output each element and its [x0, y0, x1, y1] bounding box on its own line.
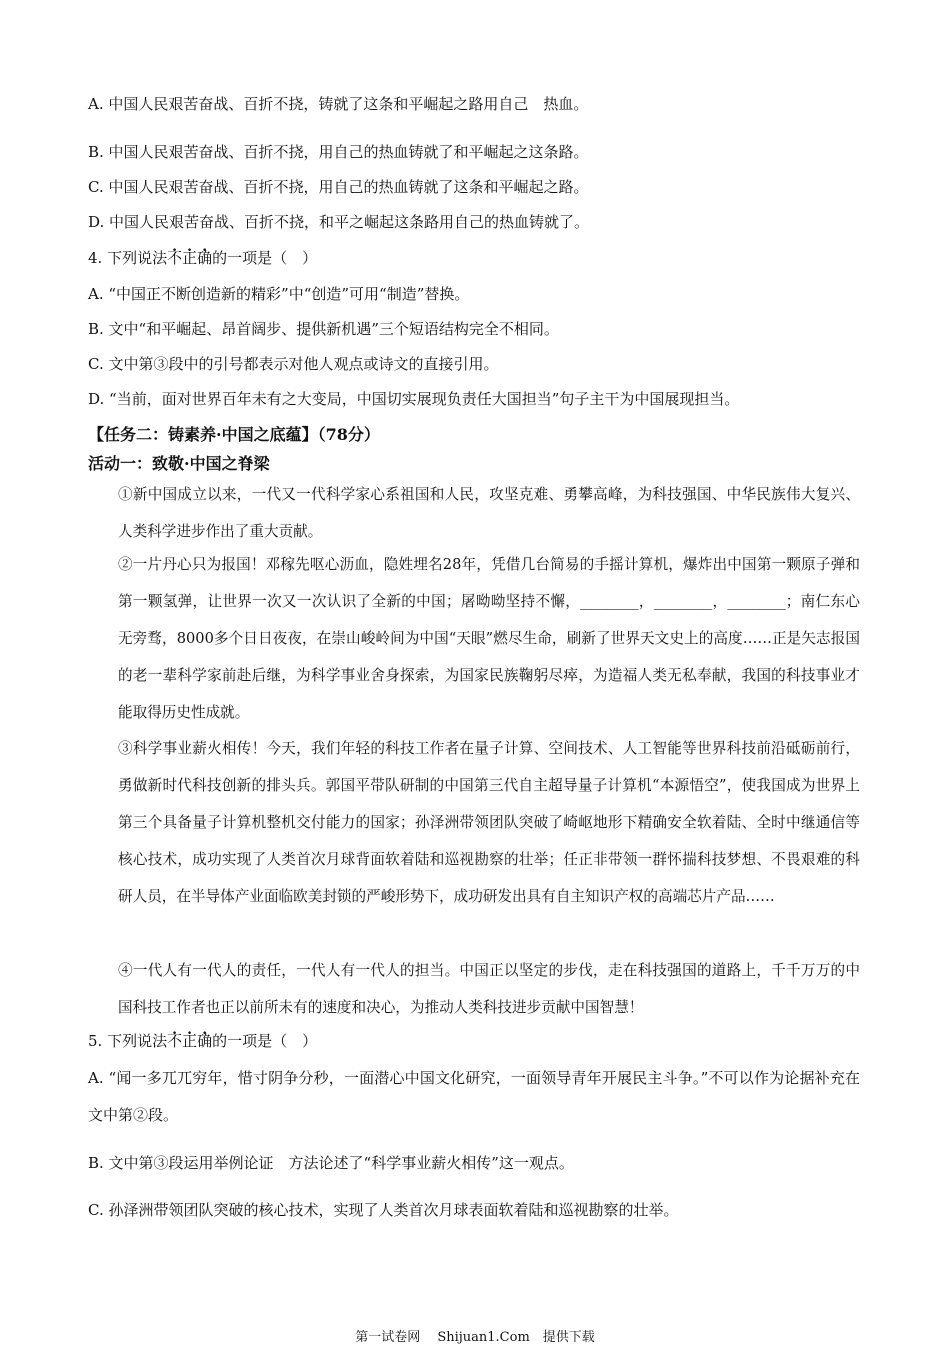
page-footer: 第一试卷网 Shijuan1.Com 提供下载 — [355, 1330, 595, 1345]
q5-stem-pre: 5. 下列说法 — [88, 1032, 168, 1050]
q5-stem-post: 的一项是（ ） — [212, 1032, 318, 1050]
q4-option-c: C. 文中第③段中的引号都表示对他人观点或诗文的直接引用。 — [88, 355, 499, 373]
q4-stem-post: 的一项是（ ） — [212, 249, 318, 267]
q5-option-c: C. 孙泽洲带领团队突破的核心技术，实现了人类首次月球表面软着陆和巡视勘察的壮举。 — [88, 1201, 679, 1219]
q3-option-d: D. 中国人民艰苦奋战、百折不挠，和平之崛起这条路用自己的热血铸就了。 — [88, 213, 590, 231]
q4-option-a: A. “中国正不断创造新的精彩”中“创造”可用“制造”替换。 — [88, 285, 470, 303]
q4-option-d: D. “当前，面对世界百年未有之大变局，中国切实展现负责任大国担当”句子主干为中国展现担当。 — [88, 390, 740, 408]
task2-heading: 【任务二：铸素养·中国之底蕴】（78分） — [88, 425, 380, 444]
emphasis-char: 正 — [182, 249, 198, 267]
q4-stem — [88, 248, 317, 268]
emphasis-char: 正 — [182, 1032, 198, 1050]
emphasis-char: 确 — [197, 249, 213, 267]
emphasis-char: 不 — [167, 249, 183, 267]
emphasis-char: 不 — [167, 1032, 183, 1050]
q3-option-c: C. 中国人民艰苦奋战、百折不挠，用自己的热血铸就了这条和平崛起之路。 — [88, 178, 589, 196]
passage-p1-text: ①新中国成立以来，一代又一代科学家心系祖国和人民，攻坚克难、勇攀高峰，为科技强国、中华民族伟大复兴、人类科学进步作出了重大贡献。 — [118, 486, 860, 540]
passage-p4 — [88, 952, 860, 1026]
activity1-heading: 活动一：致敬·中国之脊梁 — [88, 454, 270, 473]
passage-p3 — [88, 730, 860, 915]
emphasis-char: 确 — [197, 1032, 213, 1050]
q4-option-b: B. 文中“和平崛起、昂首阔步、提供新机遇”三个短语结构完全不相同。 — [88, 320, 559, 338]
passage-p2 — [88, 546, 860, 731]
passage-p2-text: ②一片丹心只为报国！邓稼先呕心沥血，隐姓埋名28年，凭借几台简易的手摇计算机，爆炸出中国第一颗原子弹和第一颗氢弹，让世界一次又一次认识了全新的中国；屠呦呦坚持不懈，________，________，________；南仁东心无旁骛，8000多个日日夜夜，在崇山峻岭间为中国“天眼”燃尽生命，刷新了世界天文史上的高度……正是矢志报国的老一辈科学家前赴后继，为科学事业舍身探索，为国家民族鞠躬尽瘁，为造福人类无私奉献，我国的科技事业才能取得历史性成就。 — [118, 556, 860, 721]
q3-option-a: A. 中国人民艰苦奋战、百折不挠，铸就了这条和平崛起之路用自己 热血。 — [88, 95, 589, 113]
passage-p1 — [88, 476, 860, 550]
passage-p4-text: ④一代人有一代人的责任，一代人有一代人的担当。中国正以坚定的步伐，走在科技强国的道路上，千千万万的中国科技工作者也正以前所未有的速度和决心，为推动人类科技进步贡献中国智慧！ — [118, 962, 860, 1016]
q4-stem-pre: 4. 下列说法 — [88, 249, 168, 267]
q5-option-a: A. “闻一多兀兀穷年，惜寸阴争分秒，一面潜心中国文化研究，一面领导青年开展民主斗争。”不可以作为论据补充在文中第②段。 — [88, 1069, 860, 1124]
passage-p3-text: ③科学事业薪火相传！今天，我们年轻的科技工作者在量子计算、空间技术、人工智能等世界科技前沿砥砺前行，勇做新时代科技创新的排头兵。郭国平带队研制的中国第三代自主超导量子计算机“本源悟空”，使我国成为世界上第三个具备量子计算机整机交付能力的国家；孙泽洲带领团队突破了崎岖地形下精确安全软着陆、全时中继通信等核心技术，成功实现了人类首次月球背面软着陆和巡视勘察的壮举；任正非带领一群怀揣科技梦想、不畏艰难的科研人员，在半导体产业面临欧美封锁的严峻形势下，成功研发出具有自主知识产权的高端芯片产品…… — [118, 740, 860, 905]
q3-option-b: B. 中国人民艰苦奋战、百折不挠，用自己的热血铸就了和平崛起之这条路。 — [88, 143, 589, 161]
q5-option-b: B. 文中第③段运用举例论证 方法论述了“科学事业薪火相传”这一观点。 — [88, 1154, 574, 1172]
q5-stem — [88, 1031, 317, 1051]
